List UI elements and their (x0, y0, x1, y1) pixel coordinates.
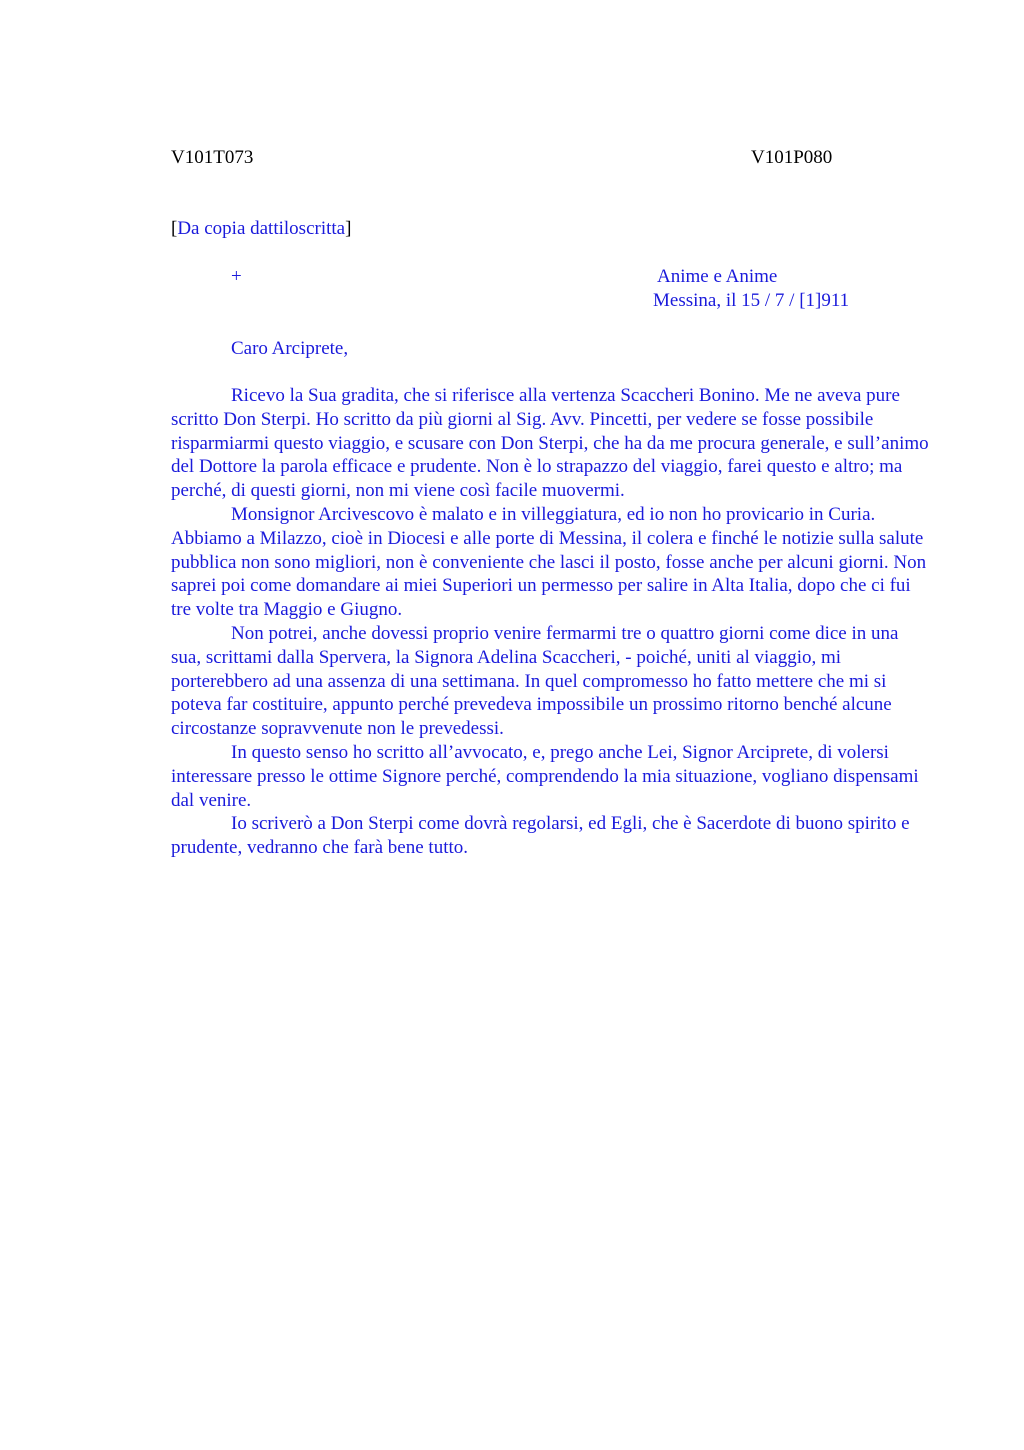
source-note-close-bracket: ] (345, 218, 352, 239)
letter-place-date: Messina, il 15 / 7 / [1]911 (653, 290, 850, 311)
document-code-left: V101T073 (171, 147, 254, 168)
letter-salutation: Caro Arciprete, (231, 338, 349, 359)
source-note-open-bracket: [ (171, 218, 178, 239)
letterhead-cross: + (231, 266, 242, 287)
letter-paragraph: In questo senso ho scritto all’avvocato, e, prego anche Lei, Signor Arciprete, di volersi interessare presso le ottime Signore perché, comprendendo la mia situazione, vogliano dispensami dal venire. (171, 741, 919, 811)
letter-body (171, 384, 931, 860)
letter-paragraph: Ricevo la Sua gradita, che si riferisce alla vertenza Scaccheri Bonino. Me ne aveva pure scritto Don Sterpi. Ho scritto da più giorni al Sig. Avv. Pincetti, per vedere se fosse possibile risparmiarmi questo viaggio, e scusare con Don Sterpi, che ha da me procura generale, e sull’animo del Dottore la parola efficace e prudente. Non è lo strapazzo del viaggio, farei questo e altro; ma perché, di questi giorni, non mi viene così facile muovermi. (171, 385, 929, 502)
letterhead-motto: Anime e Anime (657, 266, 778, 287)
letter-paragraph: Monsignor Arcivescovo è malato e in villeggiatura, ed io non ho provicario in Curia. Abbiamo a Milazzo, cioè in Diocesi e alle porte di Messina, il colera e finché le notizie sulla salute pubblica non sono migliori, non è conveniente che lasci il posto, fosse anche per alcuni giorni. Non saprei poi come domandare ai miei Superiori un permesso per salire in Alta Italia, dopo che ci fui tre volte tra Maggio e Giugno. (171, 503, 927, 621)
source-note (171, 217, 351, 241)
document-code-right: V101P080 (751, 147, 833, 168)
source-note-text: Da copia dattiloscritta (177, 218, 346, 239)
letter-paragraph: Io scriverò a Don Sterpi come dovrà regolarsi, ed Egli, che è Sacerdote di buono spirito e prudente, vedranno che farà bene tutto. (171, 813, 910, 859)
letter-paragraph: Non potrei, anche dovessi proprio venire fermarmi tre o quattro giorni come dice in una sua, scrittami dalla Spervera, la Signora Adelina Scaccheri, - poiché, uniti al viaggio, mi porterebbero ad una assenza di una settimana. In quel compromesso ho fatto mettere che mi si poteva far costituire, appunto perché prevedeva impossibile un prossimo ritorno benché alcune circostanze sopravvenute non le prevedessi. (171, 622, 899, 740)
document-header (171, 146, 871, 170)
